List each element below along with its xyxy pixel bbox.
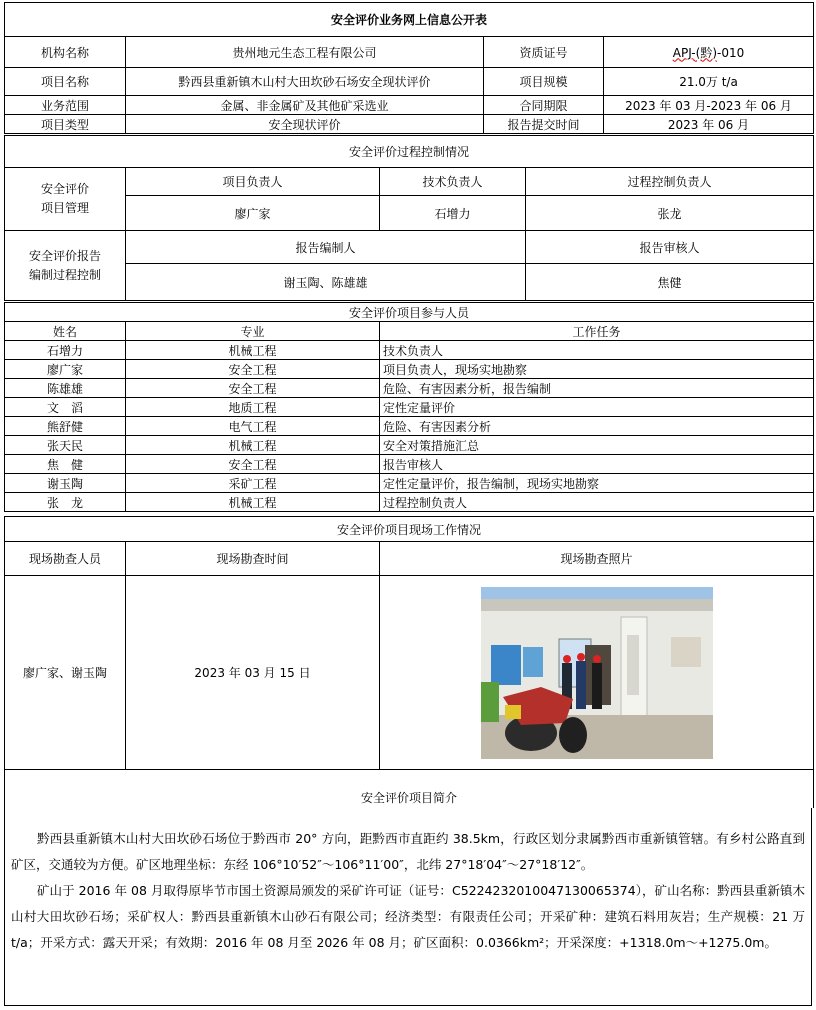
staff-col-name: 姓名 — [5, 322, 126, 341]
intro-header: 安全评价项目简介 — [5, 770, 814, 808]
staff-task: 项目负责人，现场实地勘察 — [380, 360, 814, 379]
table-row — [5, 379, 814, 398]
cert-suffix: -010 — [717, 45, 745, 60]
staff-major: 采矿工程 — [126, 474, 380, 493]
staff-name: 石增力 — [5, 341, 126, 360]
org-name: 贵州地元生态工程有限公司 — [126, 37, 484, 68]
staff-name: 文 滔 — [5, 398, 126, 417]
mgmt-val-control: 张龙 — [526, 196, 814, 231]
cert-label: 资质证号 — [484, 37, 604, 68]
site-col-date: 现场勘查时间 — [126, 542, 380, 576]
staff-major: 安全工程 — [126, 455, 380, 474]
staff-major: 机械工程 — [126, 493, 380, 512]
staff-col-task: 工作任务 — [380, 322, 814, 341]
site-people: 廖广家、谢玉陶 — [5, 576, 126, 770]
staff-name: 张 龙 — [5, 493, 126, 512]
mgmt-label-text: 安全评价 项目管理 — [40, 182, 89, 215]
page-title: 安全评价业务网上信息公开表 — [5, 3, 814, 37]
staff-major: 机械工程 — [126, 436, 380, 455]
project-name-label: 项目名称 — [5, 68, 126, 96]
staff-task: 危险、有害因素分析，报告编制 — [380, 379, 814, 398]
table-row — [5, 474, 814, 493]
site-photo-cell — [380, 576, 814, 770]
period-label: 合同期限 — [484, 96, 604, 115]
project-name: 黔西县重新镇木山村大田坎砂石场安全现状评价 — [126, 68, 484, 96]
staff-task: 危险、有害因素分析 — [380, 417, 814, 436]
type-label: 项目类型 — [5, 115, 126, 134]
table-row — [5, 360, 814, 379]
mgmt-label — [5, 168, 126, 231]
table-row — [5, 493, 814, 512]
cert-prefix: APJ-(黔) — [672, 45, 718, 60]
mgmt-col-tech: 技术负责人 — [380, 168, 526, 196]
staff-name: 张天民 — [5, 436, 126, 455]
report-col-reviewer: 报告审核人 — [526, 231, 814, 264]
staff-header: 安全评价项目参与人员 — [5, 303, 814, 322]
mgmt-val-tech: 石增力 — [380, 196, 526, 231]
project-intro — [4, 808, 812, 1006]
table-row — [5, 417, 814, 436]
info-table — [4, 2, 814, 134]
staff-task: 定性定量评价，报告编制，现场实地勘察 — [380, 474, 814, 493]
staff-task: 安全对策措施汇总 — [380, 436, 814, 455]
staff-major: 地质工程 — [126, 398, 380, 417]
scale-value: 21.0万 t/a — [604, 68, 814, 96]
report-label-text: 安全评价报告 编制过程控制 — [28, 248, 101, 282]
staff-major: 安全工程 — [126, 379, 380, 398]
staff-col-major: 专业 — [126, 322, 380, 341]
site-photo-illustration — [481, 587, 713, 759]
intro-paragraph-1: 黔西县重新镇木山村大田坎砂石场位于黔西市 20° 方向，距黔西市直距约 38.5km，行政区划分隶属黔西市重新镇管辖。有乡村公路直到矿区，交通较为方便。矿区地理坐标：东经 106°10′52″～106°11′00″，北纬 27°18′04″～27°18′12″。 — [11, 831, 805, 872]
mgmt-col-lead: 项目负责人 — [126, 168, 380, 196]
mgmt-val-lead: 廖广家 — [126, 196, 380, 231]
report-val-author: 谢玉陶、陈雄雄 — [126, 264, 526, 301]
staff-name: 陈雄雄 — [5, 379, 126, 398]
site-col-people: 现场勘查人员 — [5, 542, 126, 576]
staff-task: 报告审核人 — [380, 455, 814, 474]
staff-table — [4, 302, 814, 512]
scope-label: 业务范围 — [5, 96, 126, 115]
staff-name: 焦 健 — [5, 455, 126, 474]
process-table — [4, 135, 814, 301]
org-name-label: 机构名称 — [5, 37, 126, 68]
submit-value: 2023 年 06 月 — [604, 115, 814, 134]
staff-major: 安全工程 — [126, 360, 380, 379]
staff-name: 谢玉陶 — [5, 474, 126, 493]
intro-paragraph-2: 矿山于 2016 年 08 月取得原毕节市国土资源局颁发的采矿许可证（证号：C5224232010047130065374），矿山名称：黔西县重新镇木山村大田坎砂石场；采矿权人：黔西县重新镇木山砂石有限公司；经济类型：有限责任公司；开采矿种：建筑石料用灰岩；生产规模：21 万 t/a；开采方式：露天开采；有效期：2016 年 08 月至 2026 年 08 月；矿区面积：0.0366km²；开采深度：+1318.0m～+1275.0m。 — [11, 883, 805, 950]
scale-label: 项目规模 — [484, 68, 604, 96]
site-header: 安全评价项目现场工作情况 — [5, 517, 814, 542]
site-photo — [481, 587, 713, 759]
report-val-reviewer: 焦健 — [526, 264, 814, 301]
staff-task: 过程控制负责人 — [380, 493, 814, 512]
report-col-author: 报告编制人 — [126, 231, 526, 264]
table-row — [5, 436, 814, 455]
staff-major: 电气工程 — [126, 417, 380, 436]
table-row — [5, 398, 814, 417]
period-value: 2023 年 03 月-2023 年 06 月 — [604, 96, 814, 115]
staff-task: 技术负责人 — [380, 341, 814, 360]
report-label — [5, 231, 126, 301]
mgmt-col-control: 过程控制负责人 — [526, 168, 814, 196]
cert-number — [604, 37, 814, 68]
submit-label: 报告提交时间 — [484, 115, 604, 134]
staff-name: 熊舒健 — [5, 417, 126, 436]
scope-value: 金属、非金属矿及其他矿采选业 — [126, 96, 484, 115]
table-row — [5, 455, 814, 474]
type-value: 安全现状评价 — [126, 115, 484, 134]
staff-major: 机械工程 — [126, 341, 380, 360]
process-header: 安全评价过程控制情况 — [5, 136, 814, 168]
site-table — [4, 516, 814, 808]
site-col-photo: 现场勘查照片 — [380, 542, 814, 576]
table-row — [5, 341, 814, 360]
staff-task: 定性定量评价 — [380, 398, 814, 417]
staff-name: 廖广家 — [5, 360, 126, 379]
site-date: 2023 年 03 月 15 日 — [126, 576, 380, 770]
